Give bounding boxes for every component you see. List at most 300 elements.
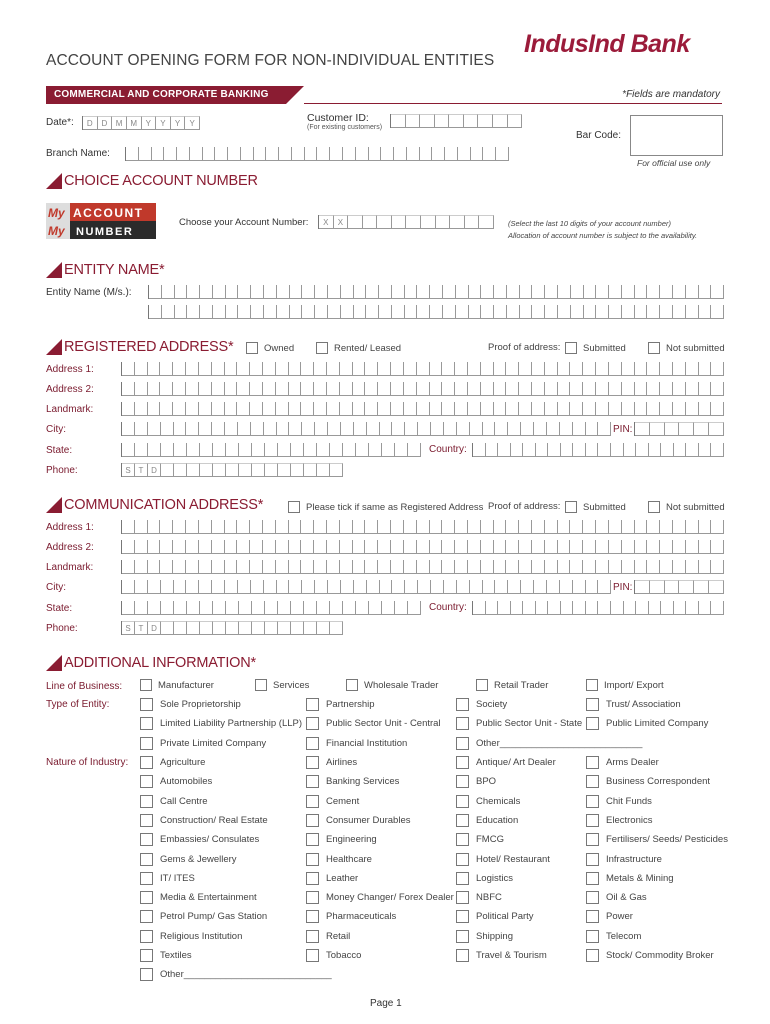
char-cell[interactable] — [548, 601, 561, 615]
char-cell[interactable] — [340, 540, 353, 554]
char-cell[interactable] — [483, 422, 496, 436]
char-cell[interactable] — [611, 601, 624, 615]
char-cell[interactable] — [468, 362, 481, 376]
char-cell[interactable] — [135, 520, 148, 534]
char-cell[interactable] — [135, 540, 148, 554]
industry-checkbox[interactable] — [586, 930, 599, 943]
char-cell[interactable] — [494, 520, 507, 534]
char-cell[interactable] — [135, 382, 148, 396]
char-cell[interactable] — [583, 540, 596, 554]
char-cell[interactable] — [187, 601, 200, 615]
char-cell[interactable] — [622, 402, 635, 416]
char-cell[interactable] — [213, 601, 226, 615]
char-cell[interactable] — [486, 443, 499, 457]
char-cell[interactable] — [665, 422, 680, 436]
char-cell[interactable]: S — [122, 621, 135, 635]
char-cell[interactable] — [442, 362, 455, 376]
char-cell[interactable] — [635, 382, 648, 396]
char-cell[interactable] — [711, 520, 724, 534]
char-cell[interactable] — [457, 422, 470, 436]
char-cell[interactable] — [609, 382, 622, 396]
industry-option[interactable] — [586, 910, 633, 923]
char-cell[interactable] — [378, 382, 391, 396]
char-cell[interactable] — [278, 621, 291, 635]
entity-type-option[interactable] — [586, 717, 708, 730]
char-cell[interactable] — [609, 362, 622, 376]
char-cell[interactable] — [161, 580, 174, 594]
char-cell[interactable] — [160, 402, 173, 416]
char-cell[interactable] — [264, 285, 277, 299]
char-cell[interactable] — [378, 560, 391, 574]
char-cell[interactable] — [377, 215, 392, 229]
char-cell[interactable] — [327, 402, 340, 416]
char-cell[interactable] — [340, 402, 353, 416]
industry-checkbox[interactable] — [456, 775, 469, 788]
char-cell[interactable] — [699, 402, 712, 416]
char-cell[interactable] — [417, 540, 430, 554]
char-cell[interactable] — [238, 285, 251, 299]
char-cell[interactable] — [532, 382, 545, 396]
char-cell[interactable] — [278, 443, 291, 457]
char-cell[interactable] — [315, 285, 328, 299]
industry-checkbox[interactable] — [306, 949, 319, 962]
char-cell[interactable] — [471, 147, 484, 161]
char-cell[interactable] — [161, 422, 174, 436]
industry-option[interactable] — [456, 910, 534, 923]
char-cell[interactable] — [711, 560, 724, 574]
char-cell[interactable] — [135, 601, 148, 615]
char-cell[interactable] — [252, 621, 265, 635]
char-cell[interactable] — [609, 560, 622, 574]
char-cell[interactable] — [650, 422, 665, 436]
char-cell[interactable] — [558, 560, 571, 574]
industry-checkbox[interactable] — [456, 930, 469, 943]
entity-type-checkbox[interactable] — [586, 698, 599, 711]
char-cell[interactable] — [573, 443, 586, 457]
char-cell[interactable] — [369, 443, 382, 457]
char-cell[interactable] — [661, 443, 674, 457]
char-cell[interactable] — [649, 443, 662, 457]
com-address2-field[interactable] — [121, 540, 724, 554]
char-cell[interactable] — [660, 402, 673, 416]
char-cell[interactable] — [571, 285, 584, 299]
char-cell[interactable] — [266, 147, 279, 161]
industry-option[interactable] — [306, 833, 377, 846]
char-cell[interactable] — [404, 520, 417, 534]
char-cell[interactable] — [276, 382, 289, 396]
char-cell[interactable] — [200, 285, 213, 299]
char-cell[interactable] — [405, 285, 418, 299]
char-cell[interactable] — [494, 362, 507, 376]
char-cell[interactable] — [519, 382, 532, 396]
char-cell[interactable] — [382, 601, 395, 615]
com-submitted-checkbox[interactable] — [565, 501, 577, 513]
char-cell[interactable] — [443, 305, 456, 319]
char-cell[interactable] — [442, 520, 455, 534]
industry-checkbox[interactable] — [456, 949, 469, 962]
char-cell[interactable] — [161, 463, 174, 477]
com-proof-submitted[interactable]: Submitted — [565, 501, 626, 513]
char-cell[interactable] — [404, 402, 417, 416]
char-cell[interactable] — [532, 285, 545, 299]
char-cell[interactable] — [404, 362, 417, 376]
char-cell[interactable] — [265, 601, 278, 615]
char-cell[interactable] — [161, 443, 174, 457]
char-cell[interactable] — [304, 601, 317, 615]
char-cell[interactable] — [394, 147, 407, 161]
industry-option[interactable] — [586, 872, 674, 885]
char-cell[interactable] — [122, 601, 135, 615]
char-cell[interactable] — [391, 114, 406, 128]
char-cell[interactable] — [212, 362, 225, 376]
char-cell[interactable] — [673, 540, 686, 554]
industry-checkbox[interactable] — [456, 910, 469, 923]
char-cell[interactable] — [289, 362, 302, 376]
reg-phone-field[interactable] — [121, 463, 343, 477]
char-cell[interactable] — [148, 362, 161, 376]
char-cell[interactable] — [442, 540, 455, 554]
industry-option[interactable] — [306, 949, 361, 962]
char-cell[interactable] — [186, 560, 199, 574]
char-cell[interactable] — [380, 580, 393, 594]
char-cell[interactable] — [584, 305, 597, 319]
char-cell[interactable] — [330, 621, 343, 635]
char-cell[interactable] — [570, 540, 583, 554]
char-cell[interactable] — [436, 215, 451, 229]
char-cell[interactable] — [301, 362, 314, 376]
char-cell[interactable] — [391, 520, 404, 534]
char-cell[interactable] — [200, 601, 213, 615]
char-cell[interactable] — [356, 443, 369, 457]
same-as-registered-option[interactable]: Please tick if same as Registered Address — [288, 501, 483, 513]
char-cell[interactable] — [532, 560, 545, 574]
char-cell[interactable] — [596, 305, 609, 319]
char-cell[interactable] — [694, 580, 709, 594]
char-cell[interactable] — [450, 215, 465, 229]
char-cell[interactable] — [237, 382, 250, 396]
char-cell[interactable] — [341, 422, 354, 436]
char-cell[interactable] — [148, 422, 161, 436]
char-cell[interactable] — [212, 540, 225, 554]
char-cell[interactable] — [215, 147, 228, 161]
char-cell[interactable] — [149, 305, 162, 319]
lob-manufacturer[interactable]: Manufacturer — [140, 679, 214, 691]
char-cell[interactable] — [545, 362, 558, 376]
char-cell[interactable] — [392, 215, 407, 229]
char-cell[interactable] — [174, 463, 187, 477]
char-cell[interactable] — [213, 305, 226, 319]
char-cell[interactable] — [301, 520, 314, 534]
char-cell[interactable] — [449, 114, 464, 128]
industry-checkbox[interactable] — [456, 833, 469, 846]
char-cell[interactable] — [558, 362, 571, 376]
char-cell[interactable] — [536, 601, 549, 615]
char-cell[interactable] — [343, 147, 356, 161]
industry-checkbox[interactable] — [140, 756, 153, 769]
char-cell[interactable] — [186, 362, 199, 376]
industry-option[interactable] — [456, 949, 547, 962]
char-cell[interactable] — [519, 402, 532, 416]
char-cell[interactable] — [353, 520, 366, 534]
char-cell[interactable] — [432, 147, 445, 161]
char-cell[interactable] — [291, 621, 304, 635]
industry-option[interactable] — [306, 930, 350, 943]
char-cell[interactable] — [276, 540, 289, 554]
char-cell[interactable] — [356, 601, 369, 615]
char-cell[interactable] — [379, 285, 392, 299]
char-cell[interactable] — [622, 382, 635, 396]
char-cell[interactable] — [289, 402, 302, 416]
char-cell[interactable] — [464, 114, 479, 128]
char-cell[interactable] — [264, 422, 277, 436]
char-cell[interactable] — [225, 362, 238, 376]
char-cell[interactable] — [561, 443, 574, 457]
entity-type-option[interactable] — [456, 717, 582, 730]
char-cell[interactable] — [686, 362, 699, 376]
char-cell[interactable] — [173, 362, 186, 376]
char-cell[interactable] — [395, 601, 408, 615]
char-cell[interactable] — [686, 443, 699, 457]
industry-option[interactable] — [456, 930, 513, 943]
char-cell[interactable] — [122, 520, 135, 534]
char-cell[interactable] — [366, 285, 379, 299]
char-cell[interactable] — [444, 422, 457, 436]
industry-checkbox[interactable] — [586, 795, 599, 808]
char-cell[interactable] — [213, 443, 226, 457]
char-cell[interactable] — [278, 601, 291, 615]
char-cell[interactable] — [673, 285, 686, 299]
char-cell[interactable] — [694, 422, 709, 436]
char-cell[interactable] — [199, 580, 212, 594]
char-cell[interactable] — [494, 402, 507, 416]
char-cell[interactable] — [122, 402, 135, 416]
char-cell[interactable] — [212, 520, 225, 534]
char-cell[interactable] — [173, 382, 186, 396]
char-cell[interactable] — [212, 422, 225, 436]
char-cell[interactable] — [483, 147, 496, 161]
com-landmark-field[interactable] — [121, 560, 724, 574]
char-cell[interactable] — [365, 382, 378, 396]
char-cell[interactable] — [498, 443, 511, 457]
char-cell[interactable] — [343, 601, 356, 615]
char-cell[interactable] — [186, 520, 199, 534]
industry-checkbox[interactable] — [306, 756, 319, 769]
reg-address1-field[interactable] — [121, 362, 724, 376]
char-cell[interactable] — [660, 560, 673, 574]
char-cell[interactable] — [596, 402, 609, 416]
char-cell[interactable] — [455, 520, 468, 534]
char-cell[interactable] — [431, 422, 444, 436]
char-cell[interactable] — [327, 362, 340, 376]
char-cell[interactable] — [277, 422, 290, 436]
char-cell[interactable] — [348, 215, 363, 229]
char-cell[interactable] — [289, 382, 302, 396]
industry-option[interactable] — [456, 814, 518, 827]
char-cell[interactable] — [199, 560, 212, 574]
lob-retail[interactable]: Retail Trader — [476, 679, 548, 691]
entity-type-option[interactable] — [306, 698, 375, 711]
char-cell[interactable] — [519, 540, 532, 554]
char-cell[interactable] — [289, 560, 302, 574]
char-cell[interactable] — [225, 540, 238, 554]
char-cell[interactable] — [241, 147, 254, 161]
char-cell[interactable] — [162, 285, 175, 299]
com-proof-not-submitted[interactable]: Not submitted — [648, 501, 725, 513]
entity-type-option[interactable] — [140, 698, 241, 711]
char-cell[interactable] — [661, 601, 674, 615]
branch-field[interactable] — [125, 147, 509, 161]
char-cell[interactable] — [199, 402, 212, 416]
char-cell[interactable] — [699, 520, 712, 534]
entity-type-option[interactable] — [586, 698, 681, 711]
char-cell[interactable] — [622, 560, 635, 574]
char-cell[interactable] — [570, 520, 583, 534]
char-cell[interactable] — [647, 305, 660, 319]
char-cell[interactable] — [673, 382, 686, 396]
char-cell[interactable] — [584, 285, 597, 299]
char-cell[interactable] — [226, 601, 239, 615]
char-cell[interactable] — [353, 402, 366, 416]
char-cell[interactable] — [686, 601, 699, 615]
char-cell[interactable] — [660, 305, 673, 319]
char-cell[interactable] — [353, 362, 366, 376]
industry-checkbox[interactable] — [456, 756, 469, 769]
char-cell[interactable] — [212, 382, 225, 396]
char-cell[interactable] — [699, 362, 712, 376]
char-cell[interactable] — [417, 362, 430, 376]
char-cell[interactable] — [369, 147, 382, 161]
char-cell[interactable] — [225, 520, 238, 534]
char-cell[interactable] — [314, 362, 327, 376]
char-cell[interactable] — [340, 560, 353, 574]
char-cell[interactable] — [263, 520, 276, 534]
char-cell[interactable] — [301, 382, 314, 396]
char-cell[interactable] — [175, 285, 188, 299]
char-cell[interactable] — [532, 520, 545, 534]
char-cell[interactable] — [173, 402, 186, 416]
char-cell[interactable] — [711, 443, 724, 457]
char-cell[interactable] — [532, 540, 545, 554]
char-cell[interactable]: D — [148, 463, 161, 477]
char-cell[interactable] — [152, 147, 165, 161]
lob-import-export[interactable]: Import/ Export — [586, 679, 664, 691]
industry-checkbox[interactable] — [586, 949, 599, 962]
char-cell[interactable] — [470, 422, 483, 436]
char-cell[interactable] — [354, 305, 367, 319]
char-cell[interactable] — [420, 147, 433, 161]
char-cell[interactable] — [598, 601, 611, 615]
industry-option[interactable] — [306, 910, 396, 923]
char-cell[interactable] — [327, 382, 340, 396]
char-cell[interactable] — [421, 215, 436, 229]
industry-option[interactable] — [140, 833, 259, 846]
char-cell[interactable] — [200, 305, 213, 319]
char-cell[interactable] — [367, 422, 380, 436]
char-cell[interactable] — [673, 520, 686, 534]
char-cell[interactable] — [277, 580, 290, 594]
char-cell[interactable] — [250, 540, 263, 554]
com-state-field[interactable] — [121, 601, 421, 615]
char-cell[interactable] — [160, 560, 173, 574]
char-cell[interactable] — [173, 560, 186, 574]
char-cell[interactable] — [226, 621, 239, 635]
char-cell[interactable] — [511, 443, 524, 457]
char-cell[interactable] — [187, 305, 200, 319]
char-cell[interactable] — [468, 520, 481, 534]
char-cell[interactable] — [558, 285, 571, 299]
industry-option[interactable] — [306, 756, 357, 769]
char-cell[interactable] — [148, 540, 161, 554]
char-cell[interactable] — [570, 382, 583, 396]
char-cell[interactable] — [598, 580, 611, 594]
char-cell[interactable] — [301, 540, 314, 554]
char-cell[interactable] — [369, 601, 382, 615]
char-cell[interactable] — [596, 382, 609, 396]
char-cell[interactable] — [135, 422, 148, 436]
entity-name-field-1[interactable] — [148, 285, 724, 299]
char-cell[interactable] — [391, 560, 404, 574]
char-cell[interactable] — [122, 422, 135, 436]
char-cell[interactable] — [392, 305, 405, 319]
char-cell[interactable] — [237, 402, 250, 416]
industry-option[interactable] — [140, 930, 242, 943]
char-cell[interactable] — [622, 305, 635, 319]
char-cell[interactable] — [265, 463, 278, 477]
char-cell[interactable] — [327, 520, 340, 534]
char-cell[interactable]: Y — [142, 116, 157, 130]
char-cell[interactable] — [392, 422, 405, 436]
char-cell[interactable] — [378, 520, 391, 534]
char-cell[interactable] — [622, 520, 635, 534]
char-cell[interactable] — [583, 382, 596, 396]
industry-option[interactable] — [140, 775, 212, 788]
entity-type-option[interactable] — [456, 698, 507, 711]
industry-checkbox[interactable] — [586, 833, 599, 846]
char-cell[interactable] — [382, 443, 395, 457]
char-cell[interactable] — [148, 382, 161, 396]
char-cell[interactable] — [547, 422, 560, 436]
char-cell[interactable] — [458, 147, 471, 161]
char-cell[interactable] — [122, 540, 135, 554]
entity-type-checkbox[interactable] — [456, 717, 469, 730]
char-cell[interactable] — [356, 147, 369, 161]
char-cell[interactable] — [508, 580, 521, 594]
char-cell[interactable] — [250, 362, 263, 376]
char-cell[interactable] — [636, 601, 649, 615]
char-cell[interactable] — [636, 443, 649, 457]
char-cell[interactable] — [264, 580, 277, 594]
char-cell[interactable] — [276, 560, 289, 574]
char-cell[interactable] — [252, 601, 265, 615]
char-cell[interactable] — [122, 560, 135, 574]
char-cell[interactable] — [380, 422, 393, 436]
char-cell[interactable] — [494, 540, 507, 554]
industry-option[interactable] — [586, 795, 652, 808]
char-cell[interactable]: X — [319, 215, 334, 229]
char-cell[interactable] — [443, 285, 456, 299]
customer-id-field[interactable] — [390, 114, 522, 128]
entity-type-option[interactable] — [456, 737, 642, 750]
char-cell[interactable] — [225, 580, 238, 594]
industry-checkbox[interactable] — [140, 891, 153, 904]
char-cell[interactable] — [711, 402, 724, 416]
entity-name-field-2[interactable] — [148, 305, 724, 319]
char-cell[interactable] — [186, 402, 199, 416]
char-cell[interactable] — [406, 114, 421, 128]
char-cell[interactable] — [302, 285, 315, 299]
char-cell[interactable] — [302, 305, 315, 319]
char-cell[interactable] — [545, 520, 558, 534]
